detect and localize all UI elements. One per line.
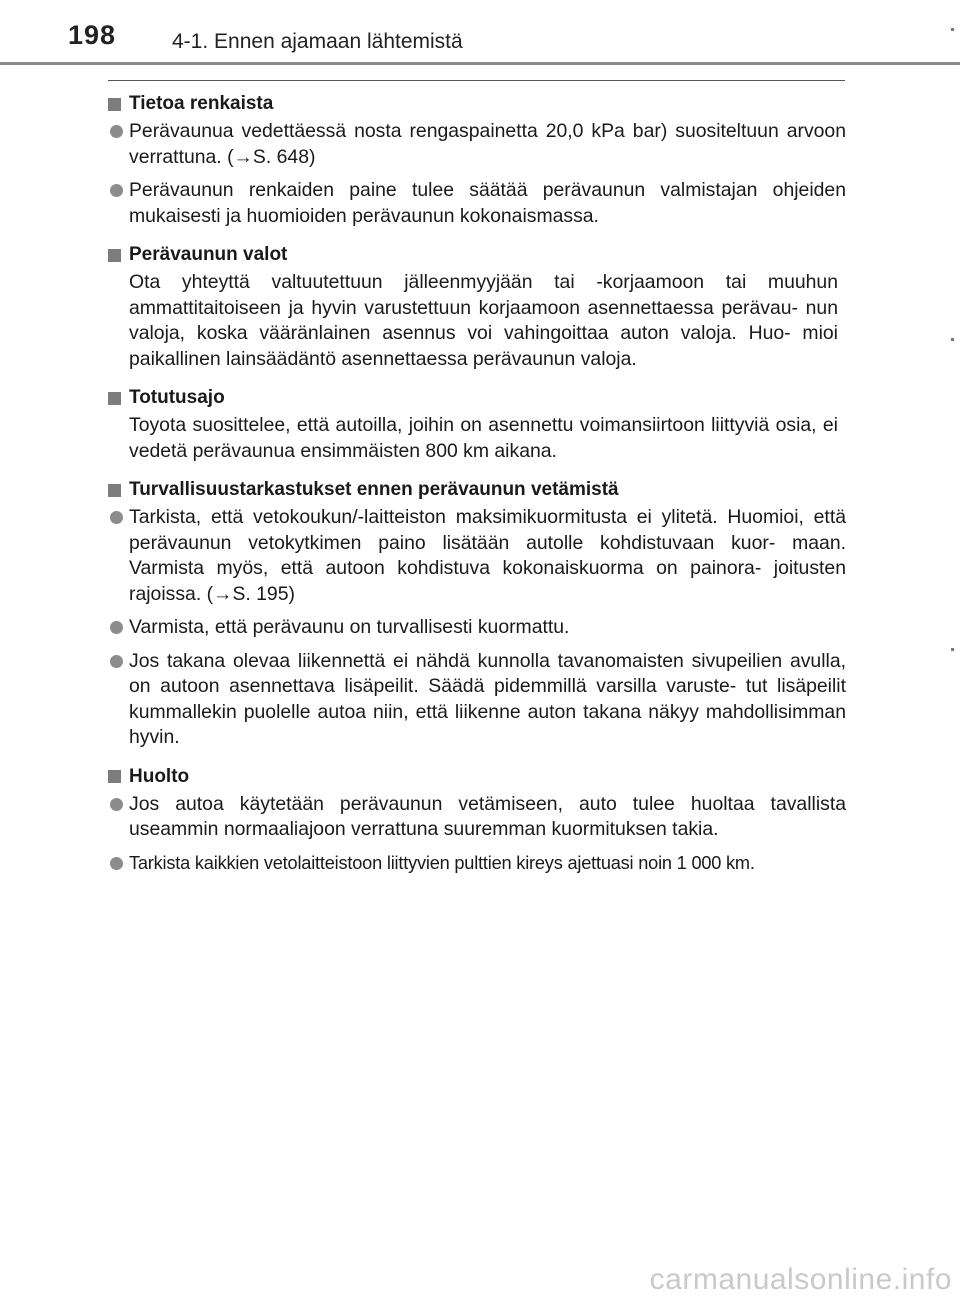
square-icon (108, 392, 121, 405)
section-paragraph: Ota yhteyttä valtuutettuun jälleenmyyjään tai -korjaamoon tai muuhun ammattitaitoiseen ja hyvin varustettuun korjaamoon asennettaessa perävau- nun valoja, koska vääränlainen asennus voi vahingoittaa auton valoja. Huo- mioi paikallinen lainsäädäntö asennettaessa perävaunun valoja. (129, 271, 838, 370)
dot-icon (110, 857, 123, 870)
section-break-in (108, 386, 846, 464)
list-item-text: Tarkista kaikkien vetolaitteistoon liittyvien pulttien kireys ajettuasi noin 1 000 km. (129, 852, 755, 873)
edge-mark (951, 648, 954, 651)
list-item-text: Jos autoa käytetään perävaunun vetämiseen, auto tulee huoltaa tavallista useammin normaaliajoon verrattuna suuremman kuormituksen takia. (129, 792, 846, 840)
dot-icon (110, 511, 123, 524)
list-item (108, 649, 846, 751)
section-heading (108, 386, 846, 410)
section-heading-text: Turvallisuustarkastukset ennen perävaunun vetämistä (129, 479, 619, 500)
list-item-text: Perävaunun renkaiden paine tulee säätää perävaunun valmistajan ohjeiden mukaisesti ja huomioiden perävaunun kokonaismassa. (129, 179, 846, 227)
dot-icon (110, 621, 123, 634)
header-divider (0, 62, 960, 65)
edge-mark (951, 338, 954, 341)
watermark: carmanualsonline.info (649, 1263, 952, 1296)
list-item (108, 851, 846, 877)
section-heading (108, 765, 846, 789)
edge-mark (951, 28, 954, 31)
list-item (108, 792, 846, 843)
page-header (0, 0, 960, 70)
square-icon (108, 770, 121, 783)
dot-icon (110, 184, 123, 197)
square-icon (108, 484, 121, 497)
dot-icon (110, 798, 123, 811)
section-trailer-lights (108, 243, 846, 372)
section-heading (108, 243, 846, 267)
section-safety-checks (108, 478, 846, 751)
list-item (108, 119, 846, 170)
page-number: 198 (68, 20, 117, 50)
square-icon (108, 249, 121, 262)
list-item (108, 505, 846, 607)
section-paragraph: Toyota suosittelee, että autoilla, joihin on asennettu voimansiirtoon liittyviä osia, ei vedetä perävaunua ensimmäisten 800 km aikana. (129, 414, 838, 462)
list-item (108, 178, 846, 229)
section-heading-text: Totutusajo (129, 387, 225, 408)
dot-icon (110, 125, 123, 138)
dot-icon (110, 655, 123, 668)
square-icon (108, 98, 121, 111)
section-heading (108, 478, 846, 502)
section-tire-info (108, 92, 846, 229)
page-content (108, 92, 846, 890)
list-item-text: Varmista, että perävaunu on turvallisesti kuormattu. (129, 616, 570, 638)
section-maintenance (108, 765, 846, 877)
list-item-text: Tarkista, että vetokoukun/-laitteiston maksimikuormitusta ei ylitetä. Huomioi, että perävaunun vetokytkimen paino lisätään autolle kohdistuvaan kuor- maan. Varmista myös, että autoon kohdistuva kokonaiskuorma on painora- joitusten rajoissa. (→S. 195) (129, 506, 846, 605)
section-heading-text: Huolto (129, 765, 190, 787)
section-heading-text: Tietoa renkaista (129, 93, 274, 114)
list-item (108, 615, 846, 641)
list-item-text: Perävaunua vedettäessä nosta rengaspainetta 20,0 kPa bar) suositeltuun arvoon verrattuna. (→S. 648) (129, 120, 846, 168)
section-title: 4-1. Ennen ajamaan lähtemistä (172, 30, 463, 53)
list-item-text: Jos takana olevaa liikennettä ei nähdä kunnolla tavanomaisten sivupeilien avulla, on autoon asennettava lisäpeilit. Säädä pidemmillä varsilla varuste- tut lisäpeilit kummallekin puolelle autoa niin, että liikenne auton takana näkyy mahdollisimman hyvin. (129, 649, 846, 748)
section-heading-text: Perävaunun valot (129, 244, 288, 265)
section-heading (108, 92, 846, 116)
content-divider (108, 80, 845, 81)
